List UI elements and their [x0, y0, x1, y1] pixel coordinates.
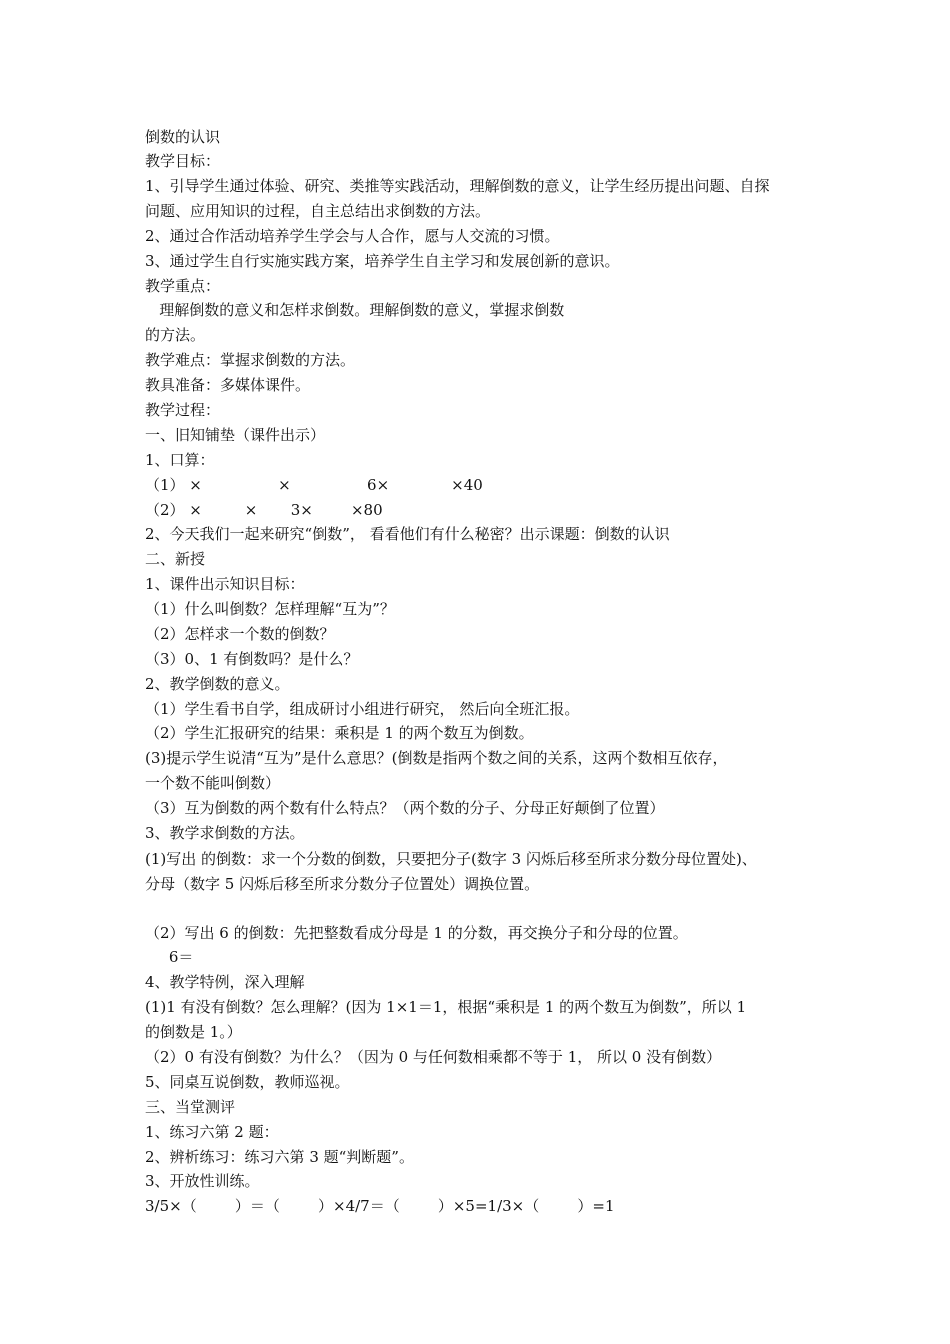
paragraph-line: 2、辨析练习：练习六第 3 题“判断题”。 [145, 1148, 414, 1166]
exercise-line: （2） × × 3× ×80 [145, 501, 383, 519]
paragraph-line: 教学难点：掌握求倒数的方法。 [145, 351, 356, 369]
paragraph-line: （3）0、1 有倒数吗？是什么？ [145, 650, 359, 668]
section-heading: 教学过程： [145, 401, 221, 419]
doc-title: 倒数的认识 [145, 128, 221, 146]
paragraph-line: 一个数不能叫倒数） [145, 774, 281, 792]
paragraph-line: 问题、应用知识的过程，自主总结出求倒数的方法。 [145, 202, 491, 220]
paragraph-line: （3）互为倒数的两个数有什么特点？（两个数的分子、分母正好颠倒了位置） [145, 799, 665, 817]
paragraph-line: (1)写出 的倒数：求一个分数的倒数，只要把分子(数字 3 闪烁后移至所求分数分母位置处)、 [145, 850, 757, 868]
paragraph-line: 1、引导学生通过体验、研究、类推等实践活动，理解倒数的意义，让学生经历提出问题、自探 [145, 177, 770, 195]
exercise-line: （1） × × 6× ×40 [145, 476, 483, 494]
section-heading: 教学重点： [145, 277, 221, 295]
paragraph-line: 6＝ [145, 948, 194, 966]
paragraph-line: 2、教学倒数的意义。 [145, 675, 290, 693]
section-heading: 三、当堂测评 [145, 1098, 236, 1116]
paragraph-line: （2）学生汇报研究的结果：乘积是 1 的两个数互为倒数。 [145, 724, 534, 742]
paragraph-line: 3、通过学生自行实施实践方案，培养学生自主学习和发展创新的意识。 [145, 252, 620, 270]
paragraph-line: 3、开放性训练。 [145, 1172, 260, 1190]
paragraph-line: 2、今天我们一起来研究“倒数”， 看看他们有什么秘密？出示课题：倒数的认识 [145, 525, 670, 543]
paragraph-line: （1）什么叫倒数？怎样理解“互为”？ [145, 600, 395, 618]
paragraph-line: （1）学生看书自学，组成研讨小组进行研究， 然后向全班汇报。 [145, 700, 580, 718]
exercise-line: 3/5×（ ）＝（ ）×4/7＝（ ）×5=1/3×（ ）=1 [145, 1197, 615, 1215]
section-heading: 一、旧知铺垫（课件出示） [145, 426, 326, 444]
paragraph-line: 教具准备：多媒体课件。 [145, 376, 311, 394]
paragraph-line: 1、课件出示知识目标： [145, 575, 305, 593]
paragraph-line: (3)提示学生说清“互为”是什么意思？(倒数是指两个数之间的关系，这两个数相互依存， [145, 749, 728, 767]
paragraph-line: （2）写出 6 的倒数：先把整数看成分母是 1 的分数，再交换分子和分母的位置。 [145, 924, 688, 942]
paragraph-line: （2）怎样求一个数的倒数？ [145, 625, 335, 643]
paragraph-line: 1、口算： [145, 451, 215, 469]
paragraph-line: 理解倒数的意义和怎样求倒数。理解倒数的意义，掌握求倒数 [145, 301, 565, 319]
paragraph-line: 的倒数是 1。） [145, 1023, 242, 1041]
paragraph-line: （2）0 有没有倒数？为什么？（因为 0 与任何数相乘都不等于 1， 所以 0 没有倒数） [145, 1048, 722, 1066]
paragraph-line: 3、教学求倒数的方法。 [145, 824, 305, 842]
paragraph-line: 分母（数字 5 闪烁后移至所求分数分子位置处）调换位置。 [145, 875, 540, 893]
paragraph-line: 4、教学特例，深入理解 [145, 973, 305, 991]
paragraph-line: 5、同桌互说倒数，教师巡视。 [145, 1073, 350, 1091]
paragraph-line: 2、通过合作活动培养学生学会与人合作，愿与人交流的习惯。 [145, 227, 560, 245]
paragraph-line: 1、练习六第 2 题： [145, 1123, 279, 1141]
paragraph-line: (1)1 有没有倒数？怎么理解？(因为 1×1＝1，根据“乘积是 1 的两个数互为倒数”，所以 1 [145, 998, 747, 1016]
paragraph-line: 的方法。 [145, 326, 206, 344]
section-heading: 教学目标： [145, 152, 221, 170]
section-heading: 二、新授 [145, 550, 206, 568]
